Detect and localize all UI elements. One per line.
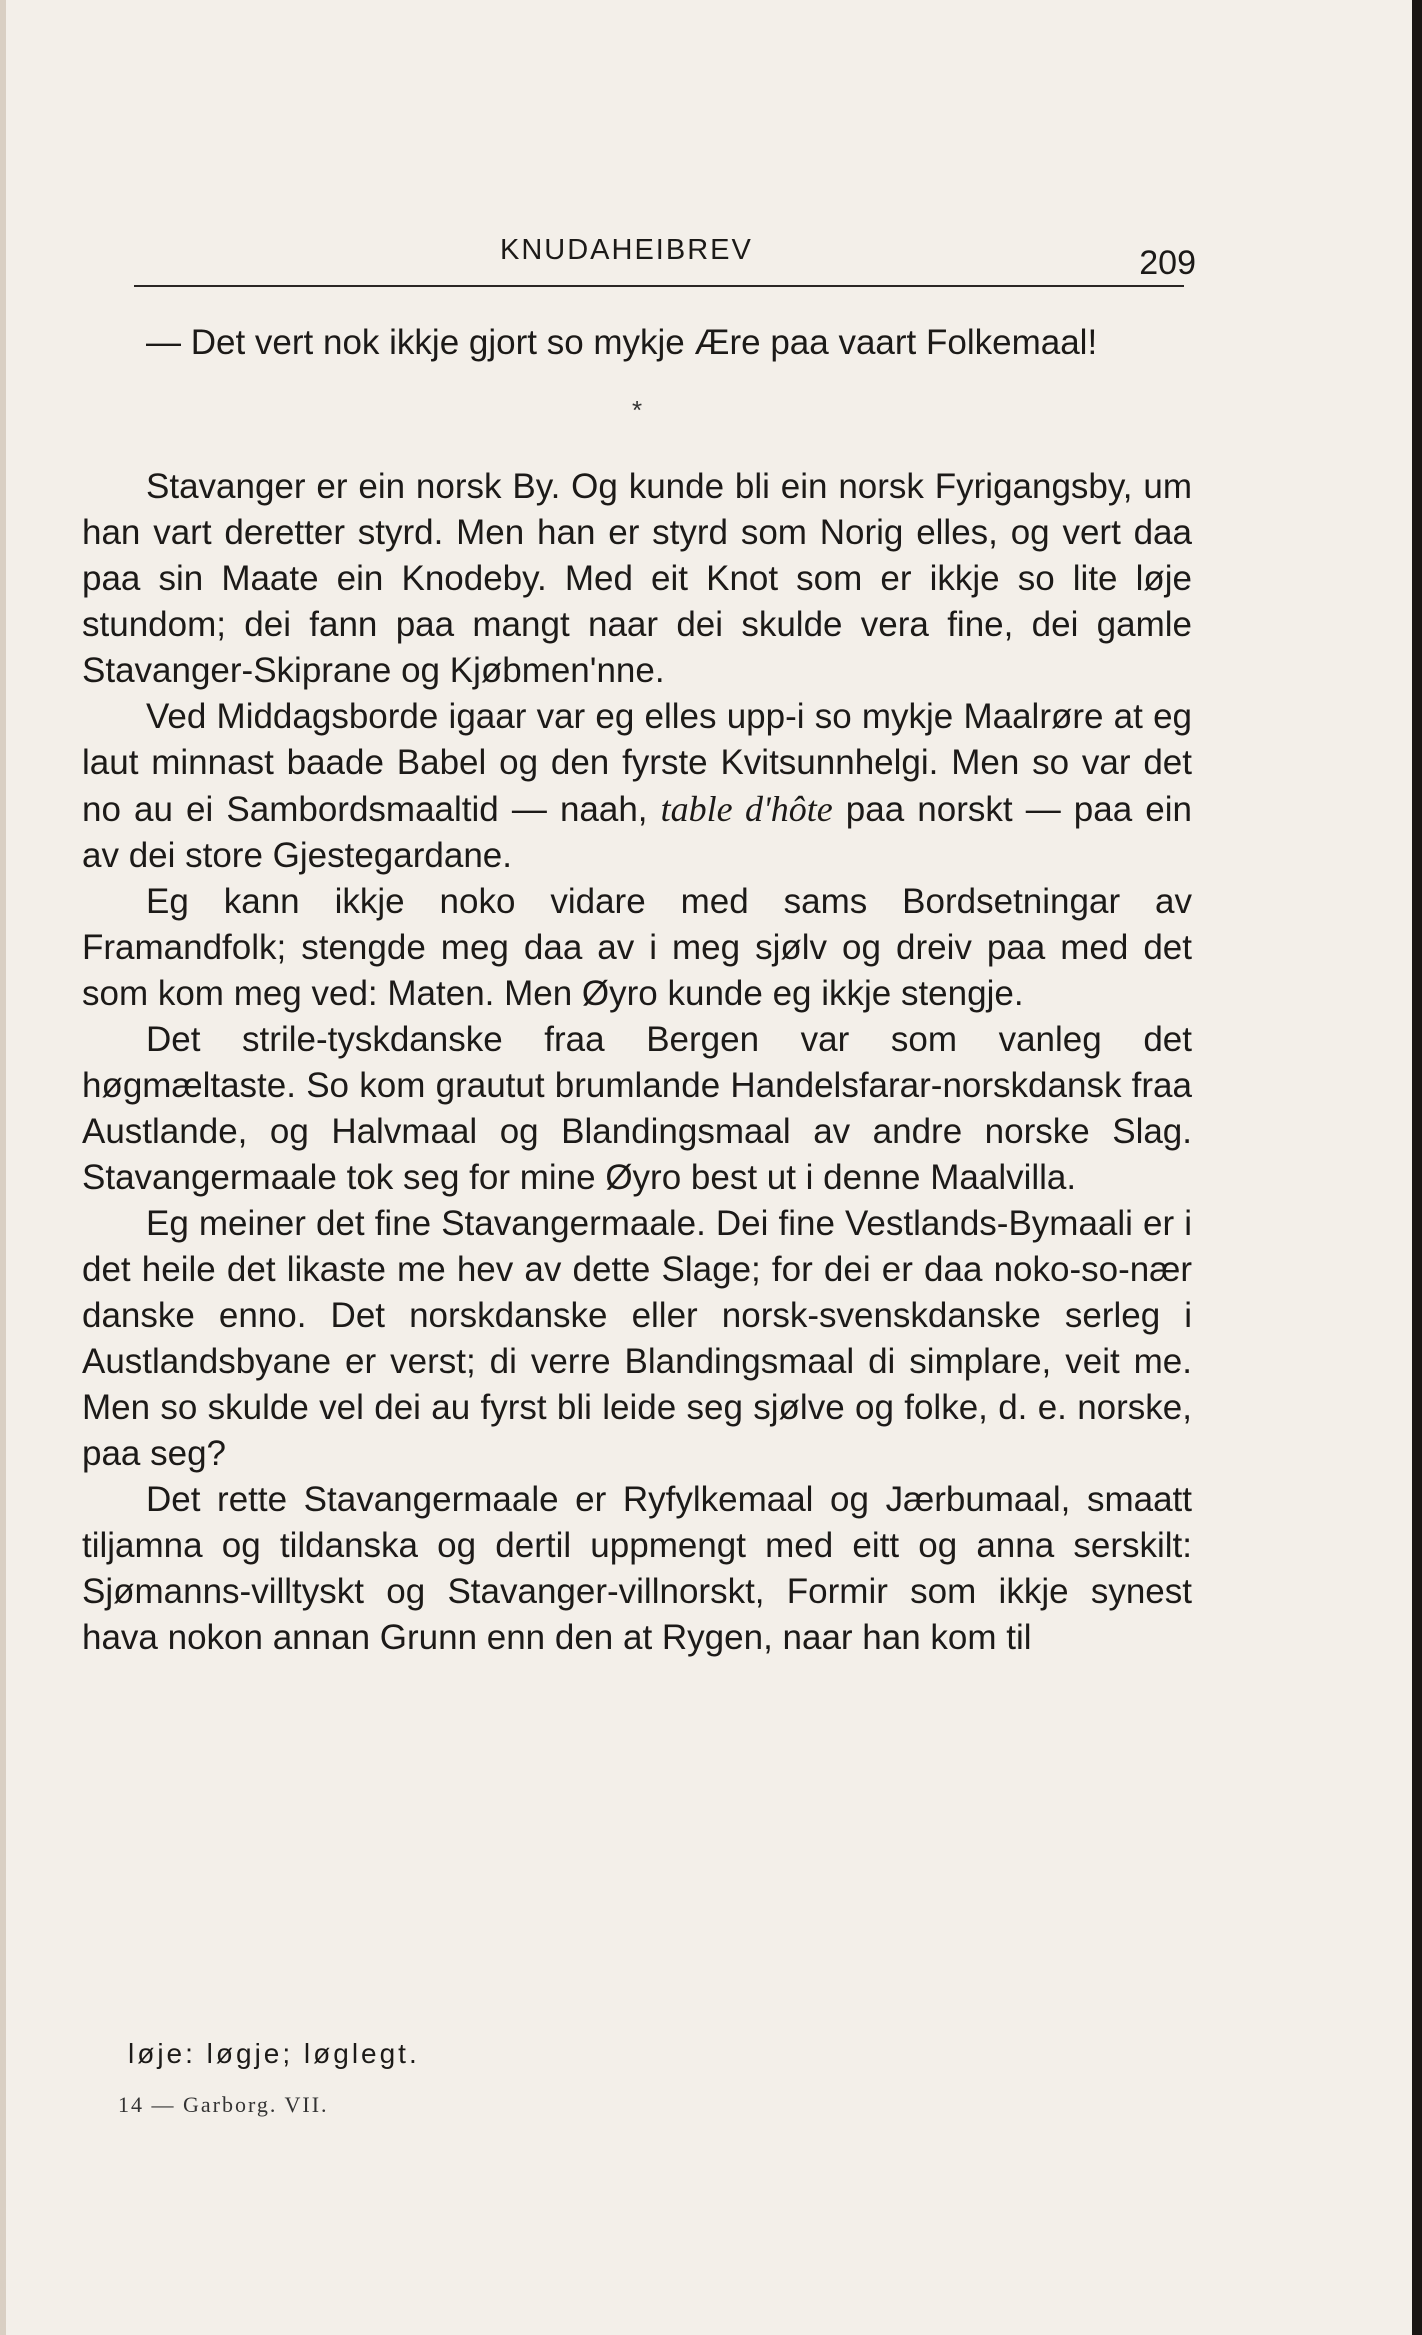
- paragraph-stavanger: Stavanger er ein norsk By. Og kunde bli ein norsk Fyrigangsby, um han vart deretter styrd. Men han er styrd som Norig elles, og vert daa paa sin Maate ein Knodeby. Med eit Knot som er ikkje so lite løje stundom; dei fann paa mangt naar dei skulde vera fine, dei gamle Stavanger-Skiprane og Kjøbmen'nne.: [82, 467, 1192, 690]
- footnote: løje: løgje; løglegt.: [128, 2038, 420, 2069]
- section-separator: *: [631, 395, 643, 425]
- paragraph-fine-stavangermaale: Eg meiner det fine Stavangermaale. Dei fine Vestlands-Bymaali er i det heile det likaste me hev av dette Slage; for dei er daa noko-so-nær danske enno. Det norskdanske eller norsk-svenskdanske serleg i Austlandsbyane er verst; di verre Blandingsmaal di simplare, veit me. Men so skulde vel dei au fyrst bli leide seg sjølve og folke, d. e. norske, paa seg?: [82, 1204, 1192, 1473]
- page-header: [70, 220, 1196, 290]
- running-title: KNUDAHEIBREV: [500, 234, 753, 266]
- page-edge-right: [1412, 0, 1422, 2335]
- header-rule: [134, 285, 1184, 287]
- page-edge-left: [0, 0, 6, 2335]
- paragraph-opening: — Det vert nok ikkje gjort so mykje Ære paa vaart Folkemaal!: [146, 323, 1098, 362]
- paragraph-middagsborde-text-a: Ved Middagsborde igaar var eg elles upp-i so mykje Maalrøre at eg laut minnast baade Babel og den fyrste Kvitsunnhelgi. Men so var det no au ei Sambordsmaaltid — naah,: [82, 697, 1192, 829]
- paragraph-bordsetningar: Eg kann ikkje noko vidare med sams Bordsetningar av Framandfolk; stengde meg daa av i meg sjølv og dreiv paa med det som kom meg ved: Maten. Men Øyro kunde eg ikkje stengje.: [82, 882, 1192, 1013]
- body-text: [82, 320, 1192, 1661]
- paragraph-middagsborde: [82, 694, 1192, 879]
- printer-signature: 14 — Garborg. VII.: [118, 2092, 329, 2117]
- book-page: [70, 220, 1196, 2117]
- italic-table-dhote: table d'hôte: [660, 789, 833, 829]
- paragraph-strile-tyskdanske: Det strile-tyskdanske fraa Bergen var som vanleg det høgmæltaste. So kom grautut brumlande Handelsfarar-norskdansk fraa Austlande, og Halvmaal og Blandingsmaal av andre norske Slag. Stavangermaale tok seg for mine Øyro best ut i denne Maalvilla.: [82, 1020, 1192, 1197]
- page-number: 209: [1139, 244, 1196, 282]
- paragraph-middagsborde-text-b: paa norskt — paa ein av dei store Gjestegardane.: [82, 790, 1192, 875]
- paragraph-rette-stavangermaale: Det rette Stavangermaale er Ryfylkemaal og Jærbumaal, smaatt tiljamna og tildanska og dertil uppmengt med eitt og anna serskilt: Sjømanns-villtyskt og Stavanger-villnorskt, Formir som ikkje synest hava nokon annan Grunn enn den at Rygen, naar han kom til: [82, 1480, 1192, 1657]
